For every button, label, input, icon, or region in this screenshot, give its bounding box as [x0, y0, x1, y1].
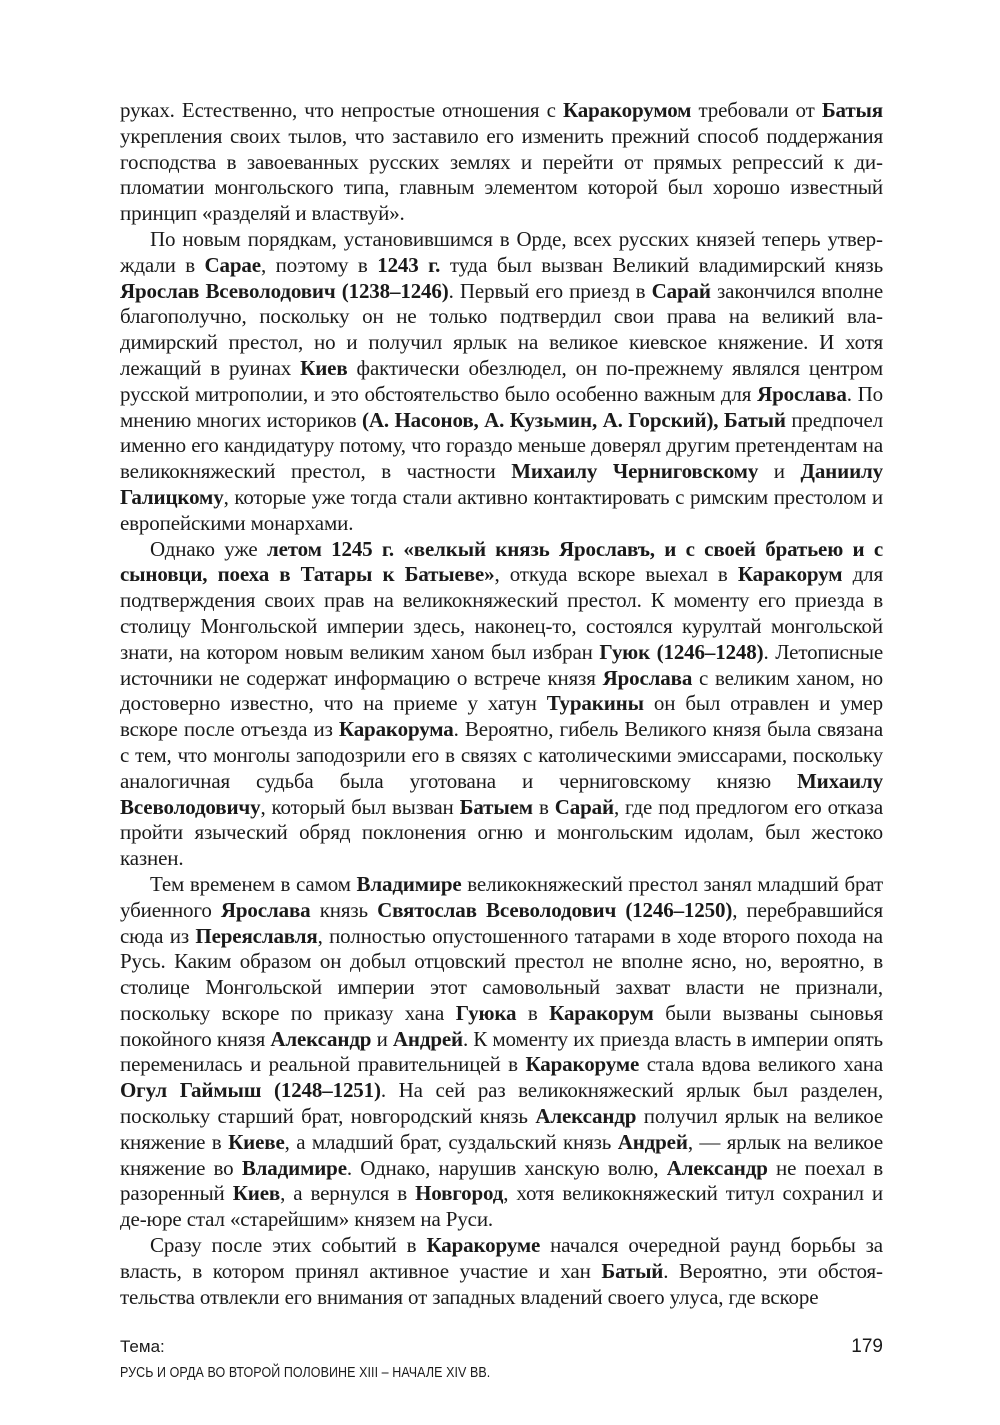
- bold-text-run: Каракорума: [338, 717, 454, 742]
- text-run: . Первый его приезд в: [448, 278, 652, 303]
- body-text: [120, 98, 883, 1310]
- text-run: . По мнению многих историков: [120, 381, 883, 432]
- text-run: , где под предлогом его отказа пройти языческий обряд поклонения огню и монгольским идолам, был жестоко казнен.: [120, 794, 884, 871]
- text-run: , а вернулся в: [280, 1181, 416, 1206]
- bold-text-run: Батый: [601, 1258, 664, 1283]
- bold-text-run: Андрей: [617, 1129, 688, 1154]
- paragraph: [120, 872, 883, 1233]
- text-run: закончился вполне благополучно, поскольку он не только подтвердил свои права на великий владимирский престол, но и получил ярлык на великое киевское княжение. И хотя лежащий в руинах: [120, 278, 883, 380]
- bold-text-run: Ярослав Всеволодович (1238–1246): [120, 278, 449, 303]
- bold-text-run: Михаилу Всеволодовичу: [120, 768, 883, 819]
- text-run: фактически обезлюдел, он по-прежнему являлся центром русской митрополии, и это обстоятельство было особенно важным для: [120, 355, 883, 406]
- bold-text-run: Огул Гаймыш (1248–1251): [120, 1078, 381, 1103]
- text-run: укрепления своих тылов, что заставило его изменить прежний способ поддержания господства в завоеванных русских землях и перейти от прямых репрессий к дипломатии монгольского типа, главным элементом которой был хорошо известный принцип «разделяй и властвуй».: [120, 123, 883, 226]
- text-run: туда был вызван Великий владимирский князь: [440, 252, 883, 277]
- text-run: стала вдова великого хана: [639, 1052, 883, 1077]
- text-run: Сразу после этих событий в: [150, 1233, 427, 1258]
- text-run: не поехал в разоренный: [120, 1155, 884, 1206]
- text-run: . Вероятно, эти обстоятельства отвлекли его внимания от западных владений своего улуса, где вскоре: [120, 1258, 884, 1309]
- page-footer: [120, 1336, 883, 1384]
- bold-text-run: Туракины: [546, 691, 644, 716]
- text-run: Тем временем в самом: [150, 871, 357, 896]
- text-run: были вызваны сыновья покойного князя: [120, 1000, 884, 1051]
- bold-text-run: Батыя: [821, 98, 883, 122]
- paragraph: [120, 537, 883, 872]
- footer-topic-title: РУСЬ И ОРДА ВО ВТОРОЙ ПОЛОВИНЕ XIII – НАЧАЛЕ XIV ВВ.: [120, 1365, 491, 1381]
- bold-text-run: Ярослава: [757, 381, 847, 406]
- text-run: в: [516, 1000, 550, 1025]
- bold-text-run: Каракорум: [737, 562, 843, 587]
- text-run: руках. Естественно, что непростые отношения с: [120, 98, 563, 122]
- bold-text-run: Сарай: [651, 278, 711, 303]
- text-run: . Летописные источники не содержат информацию о встрече князя: [120, 639, 883, 690]
- bold-text-run: Святослав Всеволодович (1246–1250): [377, 897, 733, 922]
- paragraph: [120, 227, 883, 537]
- text-run: , откуда вскоре выехал в: [494, 562, 738, 587]
- bold-text-run: 1243 г.: [377, 252, 441, 277]
- bold-text-run: Киеве: [228, 1129, 285, 1154]
- text-run: начался очередной раунд борьбы за власть, в котором принял активное участие и хан: [120, 1233, 883, 1283]
- text-run: великокняжеский престол занял младший брат убиенного: [120, 871, 883, 922]
- text-run: , поэтому в: [260, 252, 378, 277]
- text-run: , хотя великокняжеский титул сохранил и де-юре стал «старейшим» князем на Руси.: [120, 1181, 883, 1232]
- bold-text-run: Каракоруме: [525, 1052, 640, 1077]
- text-run: , полностью опустошенного татарами в ходе второго похода на Русь. Каким образом он добыл отцовский престол не вполне ясно, но, вероятно, в столице Монгольской империи этот самовольный захват власти не признали, поскольку вскоре по приказу хана: [120, 923, 883, 1025]
- bold-text-run: Каракорум: [549, 1000, 654, 1025]
- bold-text-run: Каракоруме: [426, 1233, 541, 1258]
- paragraph: [120, 98, 883, 227]
- text-run: с великим ханом, но достоверно известно, что на приеме у хатун: [120, 665, 884, 716]
- text-run: , — ярлык на великое княжение во: [120, 1129, 884, 1180]
- text-run: он был отравлен и умер вскоре после отъезда из: [120, 691, 883, 742]
- bold-text-run: Александр: [535, 1104, 637, 1129]
- bold-text-run: Владимире: [356, 871, 462, 896]
- text-run: . К моменту их приезда власть в империи опять переменилась и реальной правительницей в: [120, 1026, 883, 1077]
- bold-text-run: Каракорумом: [562, 98, 692, 122]
- text-run: Однако уже: [150, 536, 267, 561]
- bold-text-run: Александр: [666, 1155, 768, 1180]
- bold-text-run: Андрей: [392, 1026, 463, 1051]
- bold-text-run: Михаилу Черниговскому: [511, 459, 759, 484]
- bold-text-run: (А. Насонов, А. Кузьмин, А. Горский), Батый: [362, 407, 786, 432]
- text-run: и: [758, 459, 801, 484]
- bold-text-run: Киев: [232, 1181, 281, 1206]
- bold-text-run: Ярослава: [220, 897, 311, 922]
- text-run: . Однако, нарушив ханскую волю,: [346, 1155, 667, 1180]
- bold-text-run: летом 1245 г. «велкый князь Ярославъ, и с своей братьею и с сыновци, поеха в Татары к Батыеве»: [120, 536, 883, 587]
- bold-text-run: Киев: [300, 355, 348, 380]
- page-number: 179: [851, 1336, 883, 1357]
- paragraph: [120, 1233, 883, 1310]
- bold-text-run: Гуюка: [455, 1000, 517, 1025]
- text-run: , перебравшийся сюда из: [120, 897, 883, 948]
- text-run: для подтверждения своих прав на великокняжеский престол. К моменту его приезда в столицу Монгольской империи здесь, наконец-то, состоялся курултай монгольской знати, на котором новым великим ханом был избран: [120, 562, 883, 664]
- text-run: . На сей раз великокняжеский ярлык был разделен, поскольку старший брат, новгородский князь: [120, 1078, 883, 1129]
- bold-text-run: Александр: [270, 1026, 372, 1051]
- bold-text-run: Владимире: [241, 1155, 347, 1180]
- text-run: предпочел именно его кандидатуру потому, что гораздо меньше доверял другим претендентам на великокняжеский престол, в частности: [120, 407, 883, 484]
- text-run: и: [371, 1026, 393, 1051]
- text-run: , а младший брат, суздальский князь: [284, 1129, 618, 1154]
- bold-text-run: Даниилу Галицкому: [120, 459, 883, 509]
- text-run: , которые уже тогда стали активно контактировать с римским престолом и европейскими монархами.: [120, 484, 883, 535]
- text-run: князь: [310, 897, 378, 922]
- bold-text-run: Переяславля: [195, 923, 318, 948]
- bold-text-run: Новгород: [415, 1181, 504, 1206]
- bold-text-run: Батыем: [459, 794, 533, 819]
- bold-text-run: Ярослава: [602, 665, 693, 690]
- bold-text-run: Сарай: [554, 794, 614, 819]
- text-run: получил ярлык на великое княжение в: [120, 1104, 883, 1154]
- text-run: , который был вызван: [260, 794, 460, 819]
- bold-text-run: Гуюк (1246–1248): [599, 639, 764, 664]
- text-run: требовали от: [691, 98, 822, 122]
- bold-text-run: Сарае: [204, 252, 261, 277]
- text-run: По новым порядкам, установившимся в Орде, всех русских князей теперь утверждали в: [120, 226, 883, 277]
- text-run: в: [532, 794, 555, 819]
- footer-topic-label: Тема:: [120, 1337, 165, 1356]
- text-run: . Вероятно, гибель Великого князя была связана с тем, что монголы заподозрили его в связях с католическими эмиссарами, поскольку аналогичная судьба была уготована и черниговскому князю: [120, 717, 883, 793]
